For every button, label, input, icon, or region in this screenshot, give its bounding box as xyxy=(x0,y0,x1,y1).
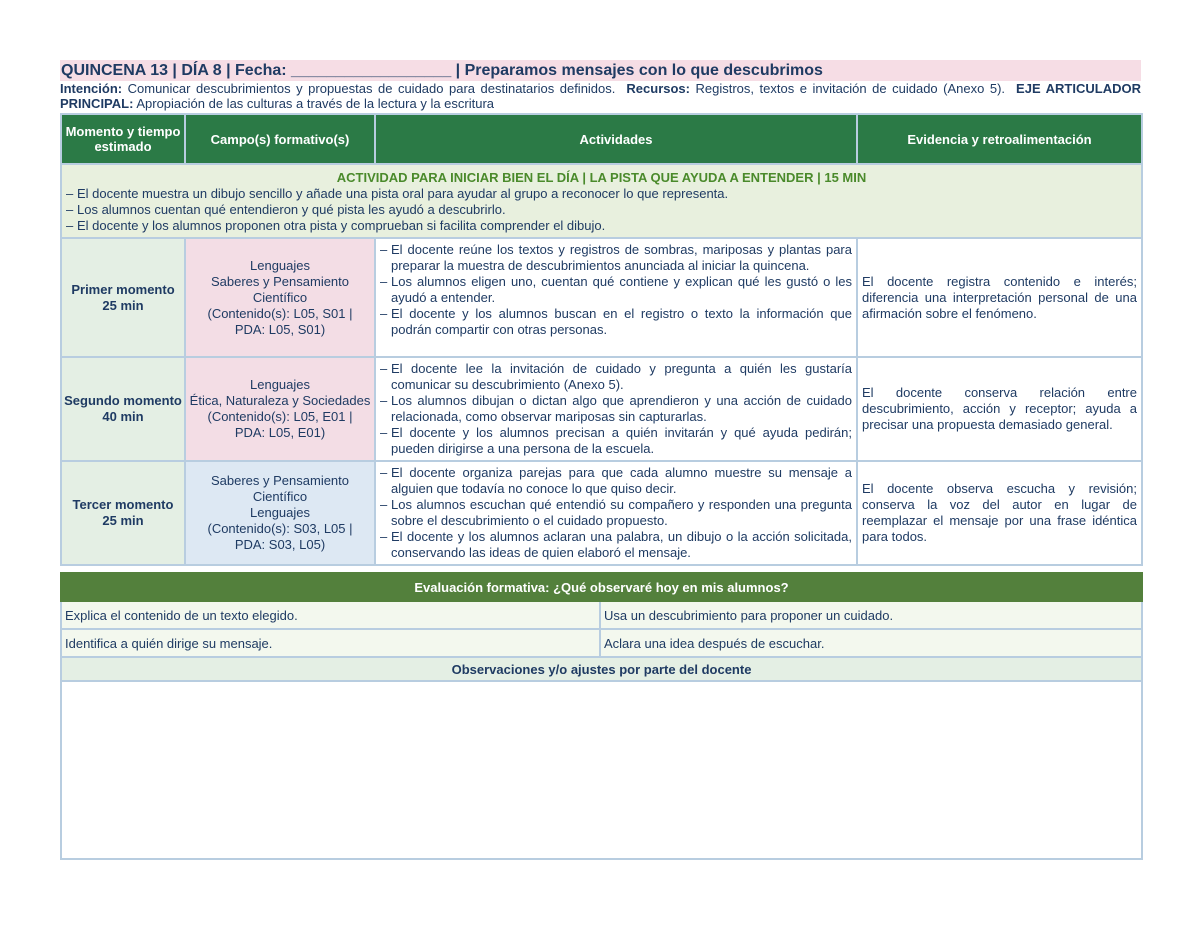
lesson-plan-page xyxy=(60,60,1141,860)
evaluation-item: Explica el contenido de un texto elegido. xyxy=(61,601,600,629)
activities-cell: – El docente reúne los textos y registros de sombras, mariposas y plantas para preparar la muestra de descubrimientos anunciada al iniciar la quincena. – Los alumnos eligen uno, cuentan qué contiene y explican qué les gustó o les ayudó a entender. – El docente y los alumnos buscan en el registro o texto la información que podrán compartir con otras personas. xyxy=(375,238,857,357)
start-line: – El docente y los alumnos proponen otra pista y comprueban si facilita comprender el dibujo. xyxy=(66,218,606,233)
header-evidence: Evidencia y retroalimentación xyxy=(857,114,1142,164)
moment-cell: Segundo momento 40 min xyxy=(61,357,185,461)
evaluation-item: Aclara una idea después de escuchar. xyxy=(600,629,1142,657)
campo-cell: Saberes y Pensamiento Científico Lenguajes (Contenido(s): S03, L05 | PDA: S03, L05) xyxy=(185,461,375,565)
header-activities: Actividades xyxy=(375,114,857,164)
moment-cell: Tercer momento 25 min xyxy=(61,461,185,565)
intencion-label: Intención: xyxy=(60,81,123,96)
activities-cell: – El docente organiza parejas para que cada alumno muestre su mensaje a alguien que todavía no conoce lo que quiso decir. – Los alumnos escuchan qué entendió su compañero y responden una pregunta sobre el descubrimiento o el cuidado propuesto. – El docente y los alumnos aclaran una palabra, un dibujo o la acción solicitada, conservando las ideas de quien elaboró el mensaje. xyxy=(375,461,857,565)
evaluation-item: Usa un descubrimiento para proponer un cuidado. xyxy=(600,601,1142,629)
start-activity-row xyxy=(61,164,1142,238)
observations-field[interactable] xyxy=(61,681,1142,859)
evaluation-title: Evaluación formativa: ¿Qué observaré hoy en mis alumnos? xyxy=(61,573,1142,601)
table-header-row xyxy=(61,114,1142,164)
evaluation-item: Identifica a quién dirige su mensaje. xyxy=(61,629,600,657)
start-line: – El docente muestra un dibujo sencillo y añade una pista oral para ayudar al grupo a reconocer lo que representa. xyxy=(66,186,729,201)
campo-cell: Lenguajes Ética, Naturaleza y Sociedades (Contenido(s): L05, E01 | PDA: L05, E01) xyxy=(185,357,375,461)
header-moment: Momento y tiempo estimado xyxy=(61,114,185,164)
start-line: – Los alumnos cuentan qué entendieron y qué pista les ayudó a descubrirlo. xyxy=(66,202,506,217)
recursos-label: Recursos: xyxy=(626,81,690,96)
eje-label: EJE ARTICULADOR PRINCIPAL: xyxy=(60,81,1141,111)
moment-cell: Primer momento 25 min xyxy=(61,238,185,357)
lesson-info xyxy=(60,81,1141,111)
activities-cell: – El docente lee la invitación de cuidado y pregunta a quién les gustaría comunicar su descubrimiento (Anexo 5). – Los alumnos dibujan o dictan algo que aprendieron y una acción de cuidado relacionada, como observar mariposas sin capturarlas. – El docente y los alumnos precisan a quién invitarán y qué ayuda pedirán; pueden dirigirse a una persona de la escuela. xyxy=(375,357,857,461)
table-row xyxy=(61,629,1142,657)
evidence-cell: El docente registra contenido e interés; diferencia una interpretación personal de una afirmación sobre el fenómeno. xyxy=(857,238,1142,357)
observations-title: Observaciones y/o ajustes por parte del docente xyxy=(61,657,1142,681)
table-row xyxy=(61,357,1142,461)
intencion-text: Comunicar descubrimientos y propuestas de cuidado para destinatarios definidos. xyxy=(127,81,616,96)
table-row xyxy=(61,461,1142,565)
evaluation-table xyxy=(60,572,1143,860)
campo-cell: Lenguajes Saberes y Pensamiento Científico (Contenido(s): L05, S01 | PDA: L05, S01) xyxy=(185,238,375,357)
activities-table xyxy=(60,113,1143,566)
page-title: QUINCENA 13 | DÍA 8 | Fecha: __________________ | Preparamos mensajes con lo que descubrimos xyxy=(60,60,1141,81)
table-row xyxy=(61,238,1142,357)
header-campo: Campo(s) formativo(s) xyxy=(185,114,375,164)
table-row xyxy=(61,601,1142,629)
start-activity xyxy=(61,164,1142,238)
evidence-cell: El docente observa escucha y revisión; conserva la voz del autor en lugar de reemplazar el mensaje por una frase idéntica para todos. xyxy=(857,461,1142,565)
eje-text: Apropiación de las culturas a través de la lectura y la escritura xyxy=(136,96,495,111)
evidence-cell: El docente conserva relación entre descubrimiento, acción y receptor; ayuda a precisar una propuesta demasiado general. xyxy=(857,357,1142,461)
recursos-text: Registros, textos e invitación de cuidado (Anexo 5). xyxy=(695,81,1006,96)
start-activity-title: ACTIVIDAD PARA INICIAR BIEN EL DÍA | LA PISTA QUE AYUDA A ENTENDER | 15 MIN xyxy=(336,170,867,185)
